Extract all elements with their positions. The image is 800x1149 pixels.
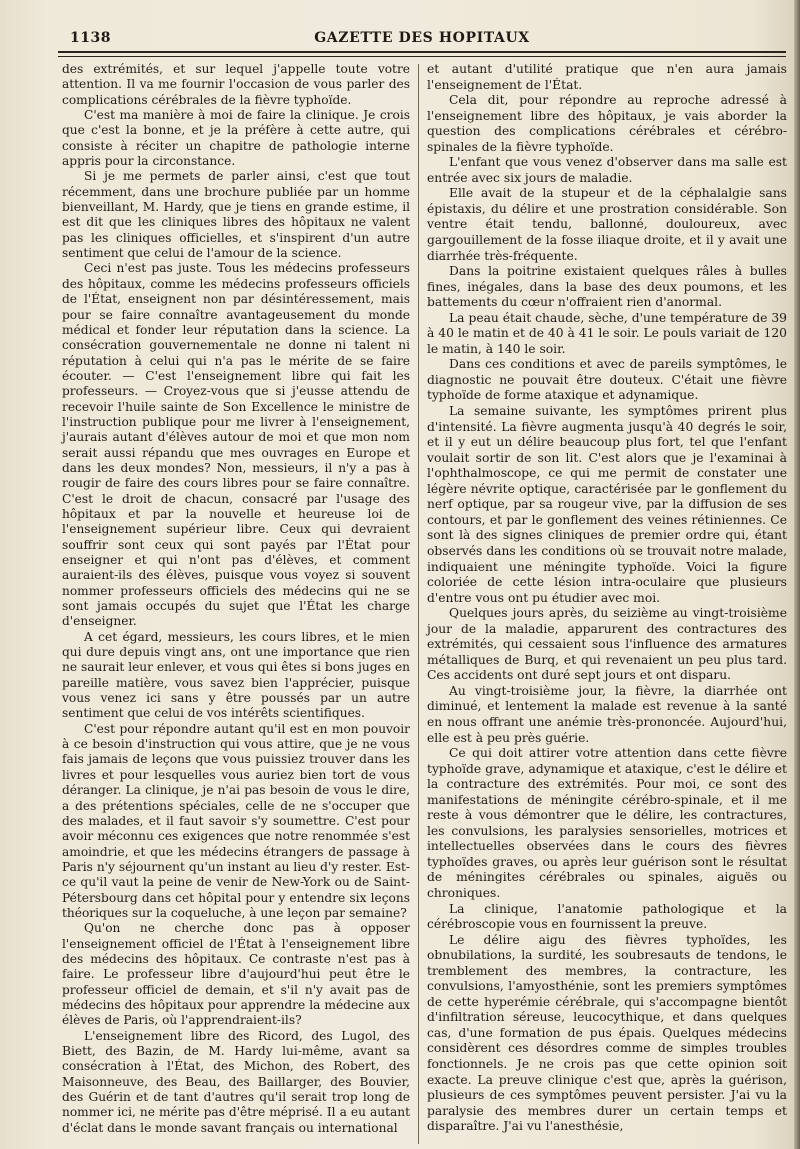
- column-divider: [418, 64, 419, 1144]
- journal-title: GAZETTE DES HOPITAUX: [314, 30, 530, 46]
- paragraph: C'est pour répondre autant qu'il est en mon pouvoir à ce besoin d'instruction qui vous attire, que je ne vous fais jamais de leçons que vous puissiez trouver dans les livres et pour lesquelles vous auriez bien tort de vous déranger. La clinique, je n'ai pas besoin de vous le dire, a des prétentions spéciales, celle de ne s'occuper que des malades, et il faut savoir s'y soumettre. C'est pour avoir méconnu ces exigences que notre renommée s'est amoindrie, et que les médecins étrangers de passage à Paris n'y séjournent qu'un instant au lieu d'y rester. Est-ce qu'il vaut la peine de venir de New-York ou de Saint-Pétersbourg dans cet hôpital pour y entendre six leçons théoriques sur la coqueluche, à une leçon par semaine?: [62, 721, 410, 920]
- paragraph: Dans ces conditions et avec de pareils symptômes, le diagnostic ne pouvait être douteux. C'était une fièvre typhoïde de forme ataxique et adynamique.: [427, 357, 787, 403]
- paragraph: Cela dit, pour répondre au reproche adressé à l'enseignement libre des hôpitaux, je vais aborder la question des complications cérébrales et cérébro-spinales de la fièvre typhoïde.: [427, 93, 787, 154]
- paragraph: Ceci n'est pas juste. Tous les médecins professeurs des hôpitaux, comme les médecins professeurs officiels de l'État, enseignent non par désintéressement, mais pour se faire connaître avantageusement du monde médical et fonder leur réputation dans la science. La consécration gouvernementale ne donne ni talent ni réputation à celui qui n'a pas le mérite de se faire écouter. — C'est l'enseignement libre qui fait les professeurs. — Croyez-vous que si j'eusse attendu de recevoir l'huile sainte de Son Excellence le ministre de l'instruction publique pour me livrer à l'enseignement, j'aurais autant d'élèves autour de moi et que mon nom serait aussi répandu que mes ouvrages en Europe et dans les deux mondes? Non, messieurs, il n'y a pas à rougir de faire des cours libres pour se faire connaître. C'est le droit de chacun, consacré par l'usage des hôpitaux et par la nouvelle et heureuse loi de l'enseignement supérieur libre. Ceux qui devraient souffrir sont ceux qui sont payés par l'État pour enseigner et qui n'ont pas d'élèves, et comment auraient-ils des élèves, puisque vous voyez si souvent nommer professeurs officiels des médecins qui ne se sont jamais occupés du sujet que l'État les charge d'enseigner.: [62, 261, 410, 629]
- paragraph: Qu'on ne cherche donc pas à opposer l'enseignement officiel de l'État à l'enseignement libre des médecins des hôpitaux. Ce contraste n'est pas à faire. Le professeur libre d'aujourd'hui peut être le professeur officiel de demain, et s'il n'y avait pas de médecins des hôpitaux pour apprendre la médecine aux élèves de Paris, où l'apprendraient-ils?: [62, 921, 410, 1028]
- header-rule-thin: [58, 56, 786, 57]
- paragraph: Quelques jours après, du seizième au vingt-troisième jour de la maladie, apparurent des contractures des extrémités, qui cessaient sous l'influence des armatures métalliques de Burq, et qui revenaient un peu plus tard. Ces accidents ont duré sept jours et ont disparu.: [427, 606, 787, 683]
- paragraph: L'enseignement libre des Ricord, des Lugol, des Biett, des Bazin, de M. Hardy lui-même, avant sa consécration à l'État, des Michon, des Robert, des Maisonneuve, des Beau, des Baillarger, des Bouvier, des Guérin et de tant d'autres qu'il serait trop long de nommer ici, ne mérite pas d'être méprisé. Il a eu autant d'éclat dans le monde savant français ou international: [62, 1028, 410, 1135]
- paragraph: Dans la poitrine existaient quelques râles à bulles fines, inégales, dans la base des deux poumons, et les battements du cœur n'offraient rien d'anormal.: [427, 264, 787, 310]
- paragraph: L'enfant que vous venez d'observer dans ma salle est entrée avec six jours de maladie.: [427, 155, 787, 185]
- left-column: [62, 62, 410, 1136]
- paragraph: C'est ma manière à moi de faire la clinique. Je crois que c'est la bonne, et je la préfère à cette autre, qui consiste à réciter un chapitre de pathologie interne appris pour la circonstance.: [62, 108, 410, 169]
- paragraph: Le délire aigu des fièvres typhoïdes, les obnubilations, la surdité, les soubresauts de tendons, le tremblement des membres, la contracture, les convulsions, l'amyosthénie, sont les premiers symptômes de cette hyperémie cérébrale, qui s'accompagne bientôt d'infiltration séreuse, leucocythique, et dans quelques cas, d'une formation de pus épais. Quelques médecins considèrent ces désordres comme de simples troubles fonctionnels. Je ne crois pas que cette opinion soit exacte. La preuve clinique c'est que, après la guérison, plusieurs de ces symptômes peuvent persister. J'ai vu la paralysie des membres durer un certain temps et disparaître. J'ai vu l'anesthésie,: [427, 932, 787, 1134]
- paragraph: La peau était chaude, sèche, d'une température de 39 à 40 le matin et de 40 à 41 le soir. Le pouls variait de 120 le matin, à 140 le soir.: [427, 310, 787, 356]
- paragraph: et autant d'utilité pratique que n'en aura jamais l'enseignement de l'État.: [427, 62, 787, 92]
- paragraph: A cet égard, messieurs, les cours libres, et le mien qui dure depuis vingt ans, ont une importance que rien ne saurait leur enlever, et vous qui êtes si bons juges en pareille matière, vous savez bien l'apprécier, puisque vous venez ici sans y être poussés par un autre sentiment que celui de vos intérêts scientifiques.: [62, 629, 410, 721]
- page-header: [58, 22, 786, 44]
- page-number: 1138: [70, 30, 111, 46]
- paragraph: des extrémités, et sur lequel j'appelle toute votre attention. Il va me fournir l'occasion de vous parler des complications cérébrales de la fièvre typhoïde.: [62, 62, 410, 107]
- header-rule-thick: [58, 51, 786, 53]
- paragraph: La semaine suivante, les symptômes prirent plus d'intensité. La fièvre augmenta jusqu'à 40 degrés le soir, et il y eut un délire beaucoup plus fort, tel que l'enfant voulait sortir de son lit. C'est alors que je l'examinai à l'ophthalmoscope, ce qui me permit de constater une légère névrite optique, caractérisée par le gonflement du nerf optique, par sa rougeur vive, par la diffusion de ses contours, et par le gonflement des veines rétiniennes. Ce sont là des signes cliniques de premier ordre qui, étant observés dans les conditions où se trouvait notre malade, indiquaient une méningite typhoïde. Voici la figure coloriée de cette lésion intra-oculaire que plusieurs d'entre vous ont pu étudier avec moi.: [427, 404, 787, 605]
- paragraph: Si je me permets de parler ainsi, c'est que tout récemment, dans une brochure publiée par un homme bienveillant, M. Hardy, que je tiens en grande estime, il est dit que les cliniques libres des hôpitaux ne valent pas les cliniques officielles, et s'inspirent d'un autre sentiment que celui de l'amour de la science.: [62, 169, 410, 261]
- paragraph: Au vingt-troisième jour, la fièvre, la diarrhée ont diminué, et lentement la malade est revenue à la santé en nous offrant une anémie très-prononcée. Aujourd'hui, elle est à peu près guérie.: [427, 683, 787, 745]
- paragraph: Ce qui doit attirer votre attention dans cette fièvre typhoïde grave, adynamique et ataxique, c'est le délire et la contracture des extrémités. Pour moi, ce sont des manifestations de méningite cérébro-spinale, et il me reste à vous démontrer que le délire, les contractures, les convulsions, les paralysies sensorielles, motrices et intellectuelles observées dans le cours des fièvres typhoïdes graves, ou après leur guérison sont le résultat de méningites cérébrales ou spinales, aiguës ou chroniques.: [427, 746, 787, 900]
- paragraph: Elle avait de la stupeur et de la céphalalgie sans épistaxis, du délire et une prostration considérable. Son ventre était tendu, ballonné, douloureux, avec gargouillement de la fosse iliaque droite, et il y avait une diarrhée très-fréquente.: [427, 186, 787, 263]
- page-edge-shadow: [794, 0, 800, 1149]
- paragraph: La clinique, l'anatomie pathologique et la cérébroscopie vous en fournissent la preuve.: [427, 901, 787, 932]
- right-column: [427, 62, 787, 1135]
